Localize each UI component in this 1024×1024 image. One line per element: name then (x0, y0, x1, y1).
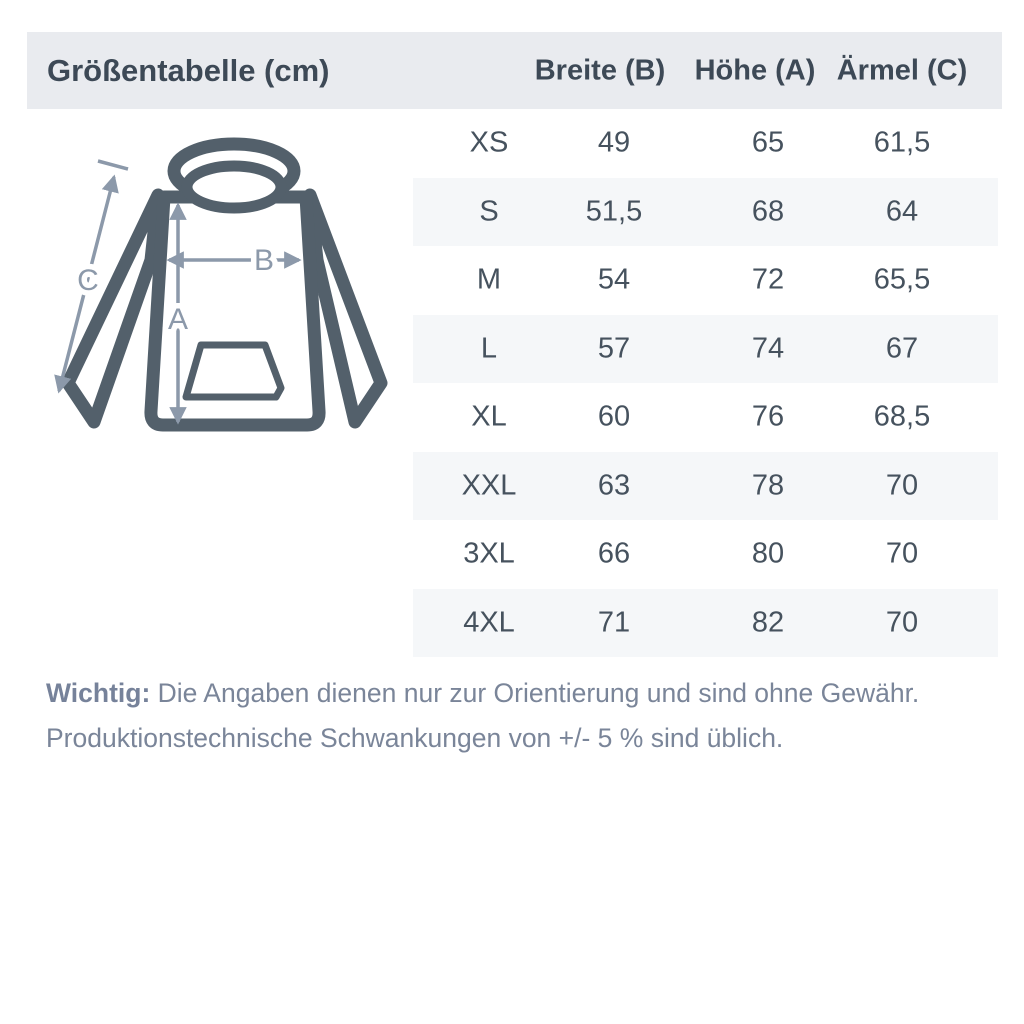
cell-breite: 63 (597, 469, 631, 502)
footer-note-line1: Die Angaben dienen nur zur Orientierung und sind ohne Gewähr. (150, 678, 920, 708)
cell-aermel: 65,5 (873, 263, 931, 296)
cell-hoehe: 82 (751, 606, 785, 639)
cell-hoehe: 72 (751, 263, 785, 296)
cell-size: 4XL (463, 606, 515, 639)
table-row (413, 109, 998, 178)
label-c: C (77, 264, 99, 297)
cell-size: XXL (461, 469, 517, 502)
cell-hoehe: 74 (751, 332, 785, 365)
label-a: A (167, 303, 189, 336)
table-row (413, 246, 998, 315)
cell-aermel: 70 (885, 537, 919, 570)
cell-breite: 71 (597, 606, 631, 639)
column-header-hoehe: Höhe (A) (694, 54, 816, 86)
cell-aermel: 70 (885, 469, 919, 502)
hoodie-diagram-icon (38, 133, 412, 453)
cell-breite: 54 (597, 263, 631, 296)
size-table (413, 109, 998, 657)
table-row (413, 383, 998, 452)
cell-hoehe: 68 (751, 195, 785, 228)
cell-hoehe: 76 (751, 400, 785, 433)
table-header (27, 32, 1002, 109)
cell-size: M (476, 263, 502, 296)
cell-aermel: 67 (885, 332, 919, 365)
table-row (413, 452, 998, 521)
cell-breite: 57 (597, 332, 631, 365)
cell-size: S (479, 195, 499, 228)
cell-breite: 66 (597, 537, 631, 570)
cell-breite: 60 (597, 400, 631, 433)
cell-breite: 51,5 (585, 195, 643, 228)
label-b: B (253, 244, 275, 277)
cell-aermel: 64 (885, 195, 919, 228)
hood-inner-ring (187, 166, 281, 208)
cell-size: L (480, 332, 498, 365)
table-row (413, 315, 998, 384)
cell-hoehe: 80 (751, 537, 785, 570)
cell-size: XS (469, 126, 509, 159)
footer-note-line2: Produktionstechnische Schwankungen von +/- 5 % sind üblich. (46, 723, 784, 753)
cell-aermel: 68,5 (873, 400, 931, 433)
cell-aermel: 70 (885, 606, 919, 639)
cell-size: 3XL (463, 537, 515, 570)
page-title: Größentabelle (cm) (47, 52, 330, 88)
cell-size: XL (471, 400, 507, 433)
footer-note-label: Wichtig: (46, 678, 151, 708)
cell-hoehe: 65 (751, 126, 785, 159)
column-header-aermel: Ärmel (C) (836, 54, 968, 86)
table-row (413, 589, 998, 658)
cell-breite: 49 (597, 126, 631, 159)
column-header-breite: Breite (B) (534, 54, 666, 86)
table-row (413, 520, 998, 589)
pocket-outline (186, 345, 281, 397)
cell-aermel: 61,5 (873, 126, 931, 159)
sleeve-reference-tick (98, 161, 128, 169)
table-row (413, 178, 998, 247)
cell-hoehe: 78 (751, 469, 785, 502)
footer-note (46, 671, 976, 761)
